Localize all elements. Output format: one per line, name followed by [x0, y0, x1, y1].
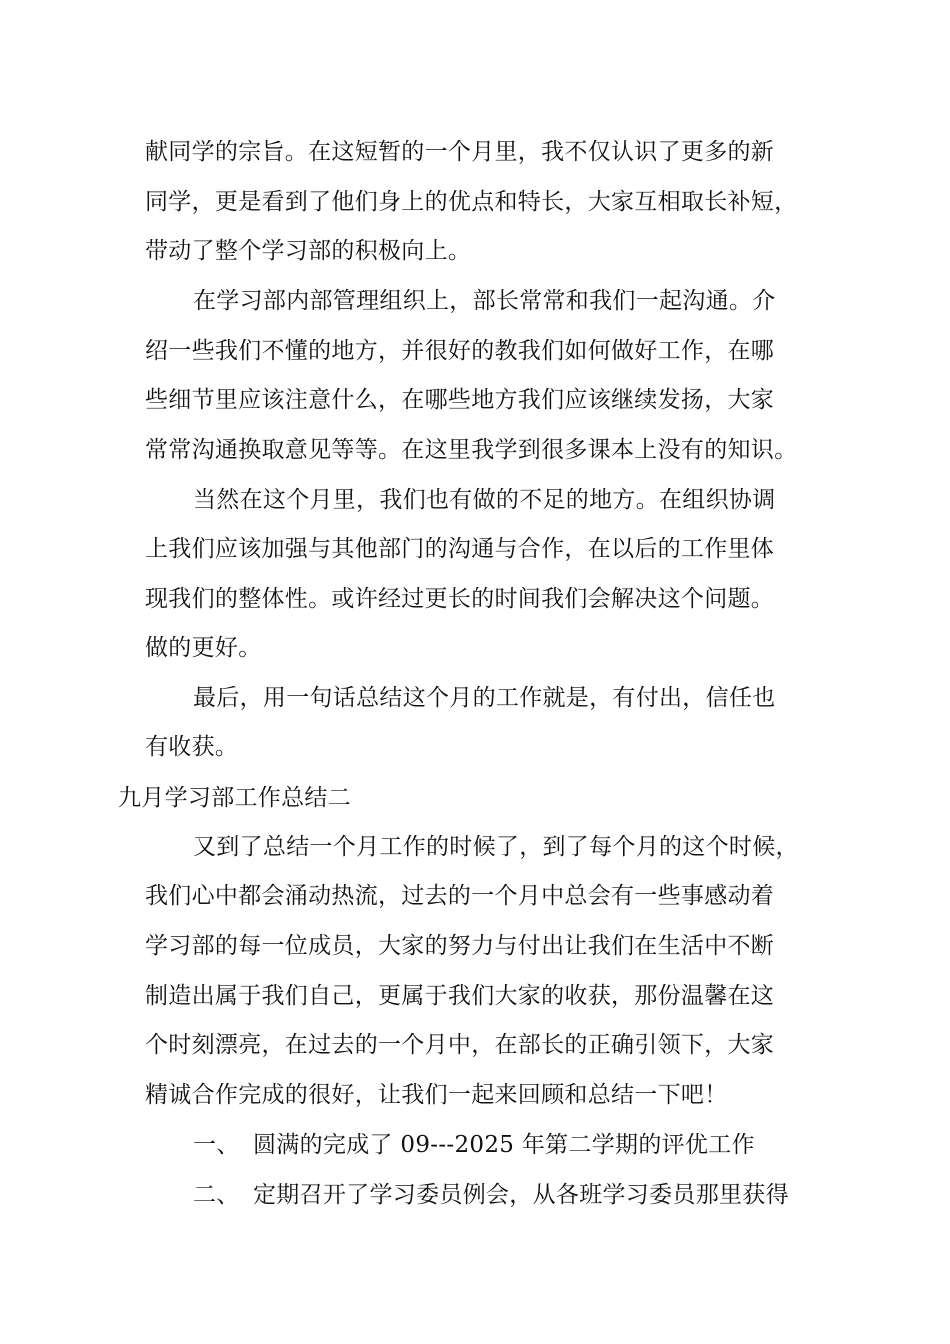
paragraph-3-line-1: 当然在这个月里，我们也有做的不足的地方。在组织协调 — [193, 487, 776, 513]
paragraph-4-line-1: 最后，用一句话总结这个月的工作就是，有付出，信任也 — [193, 685, 776, 711]
list-item-2 — [193, 1180, 789, 1210]
list-item-2-number: 二、 — [193, 1182, 240, 1208]
paragraph-2-line-1: 在学习部内部管理组织上，部长常常和我们一起沟通。介 — [193, 288, 776, 314]
section-paragraph-line-2: 我们心中都会涌动热流，过去的一个月中总会有一些事感动着 — [145, 883, 775, 909]
paragraph-3-line-3: 现我们的整体性。或许经过更长的时间我们会解决这个问题。 — [145, 586, 775, 612]
section-paragraph-line-3: 学习部的每一位成员，大家的努力与付出让我们在生活中不断 — [145, 933, 775, 959]
list-item-1 — [193, 1130, 755, 1160]
section-paragraph-line-4: 制造出属于我们自己，更属于我们大家的收获，那份温馨在这 — [145, 983, 775, 1009]
paragraph-4-line-2: 有收获。 — [145, 734, 239, 760]
paragraph-2-line-2: 绍一些我们不懂的地方，并很好的教我们如何做好工作，在哪 — [145, 338, 775, 364]
paragraph-1-line-1: 献同学的宗旨。在这短暂的一个月里，我不仅认识了更多的新 — [145, 139, 775, 165]
section-paragraph-line-6: 精诚合作完成的很好，让我们一起来回顾和总结一下吧！ — [145, 1082, 728, 1108]
paragraph-2-line-3: 些细节里应该注意什么，在哪些地方我们应该继续发扬，大家 — [145, 387, 775, 413]
paragraph-1-line-3: 带动了整个学习部的积极向上。 — [145, 238, 472, 264]
list-item-1-text: 圆满的完成了 09---2025 年第二学期的评优工作 — [253, 1132, 755, 1158]
section-title: 九月学习部工作总结二 — [118, 785, 351, 811]
section-paragraph-line-1: 又到了总结一个月工作的时候了，到了每个月的这个时候， — [193, 834, 799, 860]
section-paragraph-line-5: 个时刻漂亮，在过去的一个月中，在部长的正确引领下，大家 — [145, 1032, 775, 1058]
paragraph-3-line-4: 做的更好。 — [145, 635, 262, 661]
paragraph-2-line-4: 常常沟通换取意见等等。在这里我学到很多课本上没有的知识。 — [145, 437, 798, 463]
list-item-1-number: 一、 — [193, 1132, 240, 1158]
paragraph-1-line-2: 同学，更是看到了他们身上的优点和特长，大家互相取长补短， — [145, 189, 798, 215]
paragraph-3-line-2: 上我们应该加强与其他部门的沟通与合作，在以后的工作里体 — [145, 536, 775, 562]
list-item-2-text: 定期召开了学习委员例会，从各班学习委员那里获得 — [253, 1182, 789, 1208]
